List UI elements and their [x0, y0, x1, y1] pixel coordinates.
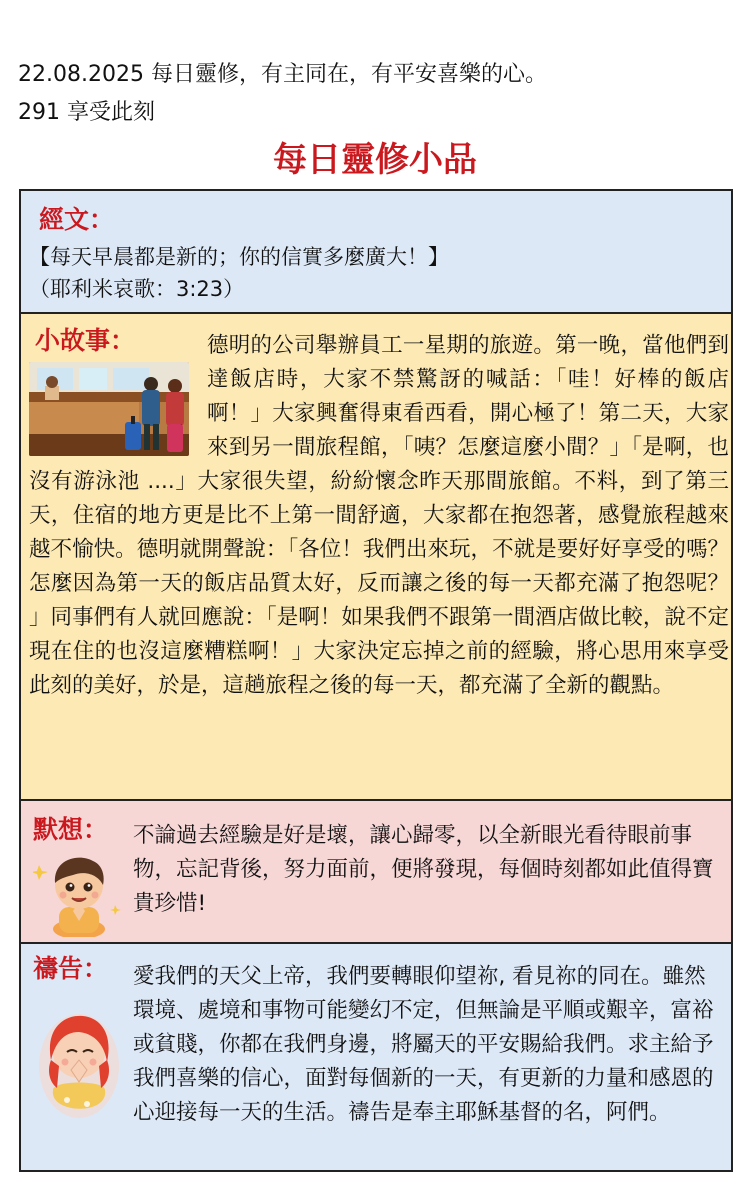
page-title: 每日靈修小品 — [273, 140, 477, 180]
entry-title: 291 享受此刻 — [18, 100, 155, 125]
meditation-text: 不論過去經驗是好是壞，讓心歸零，以全新眼光看待眼前事物，忘記背後，努力面前，便將發現，每個時刻都如此值得寶貴珍惜! — [133, 823, 714, 916]
scripture-section — [19, 189, 733, 314]
hotel-reception-photo — [29, 362, 189, 456]
scripture-reference: （耶利米哀歌：3:23） — [29, 277, 245, 301]
scripture-heading: 經文： — [39, 205, 115, 234]
prayer-text: 愛我們的天父上帝，我們要轉眼仰望祢, 看見祢的同在。雖然環境、處境和事物可能變幻不定，但無論是平順或艱辛，富裕或貧賤，你都在我們身邊，將屬天的平安賜給我們。求主給予我們喜樂的信心，面對每個新的一天，有更新的力量和感恩的心迎接每一天的生活。禱告是奉主耶穌基督的名，阿們。 — [133, 964, 714, 1125]
prayer-section — [19, 942, 733, 1172]
meditation-section — [19, 799, 733, 944]
prayer-heading: 禱告： — [33, 954, 109, 983]
meditation-heading: 默想： — [33, 815, 109, 844]
story-heading: 小故事： — [35, 326, 136, 355]
praying-girl-icon — [35, 1004, 123, 1124]
scripture-verse: 【每天早晨都是新的；你的信實多麼廣大！】 — [29, 245, 449, 269]
story-section — [19, 312, 733, 801]
story-text: 德明的公司舉辦員工一星期的旅遊。第一晚，當他們到達飯店時，大家不禁驚訝的喊話：「哇！好棒的飯店啊！」大家興奮得東看西看，開心極了！第二天，大家來到另一間旅程館，「咦？怎麼這麼小間？」「是啊，也沒有游泳池 ....」大家很失望，紛紛懷念昨天那間旅館。不料，到了第三天，住宿的地方更是比不上第一間舒適，大家都在抱怨著，感覺旅程越來越不愉快。德明就開聲說：「各位！我們出來玩，不就是要好好享受的嗎？怎麼因為第一天的飯店品質太好，反而讓之後的每一天都充滿了抱怨呢？ 」同事們有人就回應說：「是啊！如果我們不跟第一間酒店做比較，說不定現在住的也沒這麼糟糕啊！」大家決定忘掉之前的經驗，將心思用來享受此刻的美好，於是，這趟旅程之後的每一天，都充滿了全新的觀點。 — [29, 333, 729, 698]
date-header: 22.08.2025 每日靈修，有主同在，有平安喜樂的心。 — [18, 62, 547, 87]
praying-boy-icon — [33, 847, 125, 937]
